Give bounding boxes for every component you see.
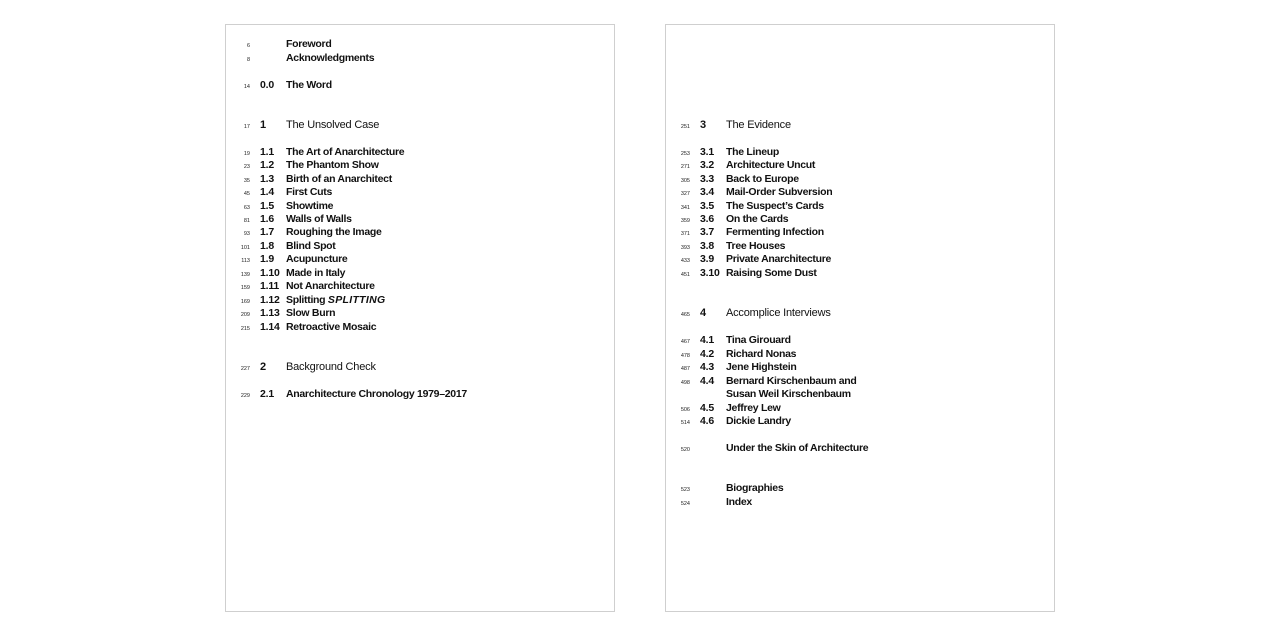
toc-chapter-number: 4.3 bbox=[700, 361, 714, 373]
toc-chapter-number: 1.4 bbox=[260, 186, 274, 198]
toc-chapter-number: 1.1 bbox=[260, 146, 274, 158]
toc-title bbox=[286, 52, 374, 65]
toc-entry-susan-weil-kirschenbaum bbox=[666, 388, 1054, 402]
toc-page-number: 227 bbox=[240, 366, 250, 372]
toc-title bbox=[286, 307, 335, 320]
toc-title-text: Acknowledgments bbox=[286, 52, 375, 64]
toc-title bbox=[726, 415, 791, 428]
toc-chapter-number: 1 bbox=[260, 119, 266, 131]
toc-page-number: 23 bbox=[243, 164, 250, 170]
toc-entry-tina-girouard bbox=[666, 334, 1054, 348]
toc-title-text: The Art of Anarchitecture bbox=[286, 146, 405, 158]
toc-title bbox=[726, 173, 799, 186]
toc-entry-slow-burn bbox=[226, 307, 614, 321]
toc-page-number: 433 bbox=[680, 258, 690, 264]
toc-title bbox=[726, 213, 788, 226]
toc-entry-retroactive-mosaic bbox=[226, 321, 614, 335]
toc-title bbox=[286, 38, 331, 51]
toc-entry-on-the-cards bbox=[666, 213, 1054, 227]
toc-chapter-number: 4.4 bbox=[700, 375, 714, 387]
toc-title bbox=[286, 321, 376, 334]
toc-title bbox=[726, 375, 857, 388]
toc-chapter-number: 1.6 bbox=[260, 213, 274, 225]
toc-title bbox=[286, 146, 404, 159]
toc-entry-made-in-italy bbox=[226, 267, 614, 281]
toc-chapter-number: 3.9 bbox=[700, 253, 714, 265]
toc-title bbox=[726, 388, 851, 401]
toc-page-number: 251 bbox=[680, 124, 690, 130]
toc-entry-not-anarchitecture bbox=[226, 280, 614, 294]
toc-chapter-number: 1.2 bbox=[260, 159, 274, 171]
toc-title bbox=[286, 173, 392, 186]
toc-chapter-number: 1.14 bbox=[260, 321, 280, 333]
toc-title-text: Raising Some Dust bbox=[726, 267, 817, 279]
toc-title bbox=[286, 280, 375, 293]
toc-title bbox=[726, 240, 785, 253]
toc-title-text: Back to Europe bbox=[726, 173, 799, 185]
toc-page-number: 359 bbox=[680, 218, 690, 224]
toc-chapter-number: 3.10 bbox=[700, 267, 720, 279]
toc-title bbox=[286, 240, 336, 253]
toc-chapter-number: 1.3 bbox=[260, 173, 274, 185]
toc-entry-tree-houses bbox=[666, 240, 1054, 254]
toc-title bbox=[286, 79, 332, 92]
toc-entry-the-art-of-anarchitecture bbox=[226, 146, 614, 160]
toc-chapter-number: 4.6 bbox=[700, 415, 714, 427]
toc-entry-raising-some-dust bbox=[666, 267, 1054, 281]
toc-page-number: 169 bbox=[240, 299, 250, 305]
toc-entry-jeffrey-lew bbox=[666, 402, 1054, 416]
toc-title bbox=[286, 200, 333, 213]
toc-title-text: Not Anarchitecture bbox=[286, 280, 375, 292]
toc-title-text: The Phantom Show bbox=[286, 159, 379, 171]
toc-chapter-number: 3.6 bbox=[700, 213, 714, 225]
toc-entry-the-suspect-s-cards bbox=[666, 200, 1054, 214]
toc-entry-the-lineup bbox=[666, 146, 1054, 160]
toc-title-text: Roughing the Image bbox=[286, 226, 382, 238]
toc-title-text: Fermenting Infection bbox=[726, 226, 824, 238]
toc-title-text: Jeffrey Lew bbox=[726, 402, 781, 414]
toc-title-text: Richard Nonas bbox=[726, 348, 797, 360]
toc-entry-dickie-landry bbox=[666, 415, 1054, 429]
toc-entry-background-check bbox=[226, 361, 614, 375]
toc-page-number: 17 bbox=[243, 124, 250, 130]
toc-title-text: First Cuts bbox=[286, 186, 333, 198]
toc-title-text: Index bbox=[726, 496, 752, 508]
toc-chapter-number: 1.12 bbox=[260, 294, 280, 306]
toc-title bbox=[726, 402, 780, 415]
toc-title-text: Bernard Kirschenbaum and bbox=[726, 375, 857, 387]
toc-chapter-number: 3.1 bbox=[700, 146, 714, 158]
toc-title-text: Under the Skin of Architecture bbox=[726, 442, 869, 454]
toc-title bbox=[286, 267, 345, 280]
toc-entry-under-the-skin-of-architecture bbox=[666, 442, 1054, 456]
toc-chapter-number: 4.2 bbox=[700, 348, 714, 360]
toc-title-text: Made in Italy bbox=[286, 267, 346, 279]
toc-page-number: 523 bbox=[680, 487, 690, 493]
toc-title bbox=[726, 496, 752, 509]
toc-chapter-number: 4.1 bbox=[700, 334, 714, 346]
toc-title bbox=[286, 226, 382, 239]
toc-entry-back-to-europe bbox=[666, 173, 1054, 187]
toc-entry-private-anarchitecture bbox=[666, 253, 1054, 267]
toc-page-number: 6 bbox=[246, 43, 250, 49]
toc-page-number: 506 bbox=[680, 407, 690, 413]
toc-title bbox=[726, 348, 796, 361]
toc-title bbox=[726, 146, 779, 159]
toc-title-text: Walls of Walls bbox=[286, 213, 352, 225]
toc-page-number: 229 bbox=[240, 393, 250, 399]
toc-page-number: 520 bbox=[680, 447, 690, 453]
toc-title-text: Tina Girouard bbox=[726, 334, 791, 346]
toc-title bbox=[726, 159, 815, 172]
toc-entry-architecture-uncut bbox=[666, 159, 1054, 173]
toc-chapter-number: 3 bbox=[700, 119, 706, 131]
toc-page-number: 19 bbox=[243, 151, 250, 157]
toc-page-number: 498 bbox=[680, 380, 690, 386]
toc-title-text: Mail-Order Subversion bbox=[726, 186, 833, 198]
toc-title-text: The Evidence bbox=[726, 119, 791, 131]
toc-title-text: Biographies bbox=[726, 482, 784, 494]
toc-title-text: The Unsolved Case bbox=[286, 119, 380, 131]
toc-page-number: 81 bbox=[243, 218, 250, 224]
toc-chapter-number: 3.8 bbox=[700, 240, 714, 252]
toc-chapter-number: 1.7 bbox=[260, 226, 274, 238]
toc-entry-the-evidence bbox=[666, 119, 1054, 133]
toc-page-number: 93 bbox=[243, 231, 250, 237]
toc-entry-acupuncture bbox=[226, 253, 614, 267]
toc-title bbox=[286, 119, 379, 132]
toc-entry-anarchitecture-chronology-1979-2017 bbox=[226, 388, 614, 402]
toc-entry-the-phantom-show bbox=[226, 159, 614, 173]
toc-entry-the-unsolved-case bbox=[226, 119, 614, 133]
toc-entry-acknowledgments bbox=[226, 52, 614, 66]
toc-page-number: 371 bbox=[680, 231, 690, 237]
toc-title bbox=[726, 119, 791, 132]
toc-title bbox=[286, 361, 376, 374]
toc-title bbox=[726, 334, 791, 347]
toc-left-page bbox=[225, 24, 615, 612]
toc-title bbox=[726, 253, 831, 266]
toc-page-number: 215 bbox=[240, 326, 250, 332]
toc-page-number: 465 bbox=[680, 312, 690, 318]
toc-title bbox=[286, 253, 347, 266]
toc-entry-richard-nonas bbox=[666, 348, 1054, 362]
toc-page-number: 305 bbox=[680, 178, 690, 184]
toc-right-page bbox=[665, 24, 1055, 612]
toc-title bbox=[286, 159, 379, 172]
toc-title-text: Showtime bbox=[286, 200, 334, 212]
toc-entry-bernard-kirschenbaum-and bbox=[666, 375, 1054, 389]
toc-title bbox=[726, 482, 783, 495]
toc-title bbox=[726, 307, 831, 320]
toc-chapter-number: 4.5 bbox=[700, 402, 714, 414]
toc-title-text: Background Check bbox=[286, 361, 376, 373]
toc-chapter-number: 2 bbox=[260, 361, 266, 373]
toc-title-text: The Word bbox=[286, 79, 332, 91]
toc-title bbox=[286, 186, 332, 199]
toc-page-number: 63 bbox=[243, 205, 250, 211]
toc-chapter-number: 1.11 bbox=[260, 280, 280, 292]
toc-chapter-number: 0.0 bbox=[260, 79, 274, 91]
toc-entry-fermenting-infection bbox=[666, 226, 1054, 240]
toc-page-number: 35 bbox=[243, 178, 250, 184]
toc-title bbox=[286, 213, 352, 226]
toc-title-text: Acupuncture bbox=[286, 253, 348, 265]
toc-page-number: 327 bbox=[680, 191, 690, 197]
toc-entry-foreword bbox=[226, 38, 614, 52]
toc-title bbox=[726, 186, 832, 199]
toc-title bbox=[286, 294, 385, 307]
toc-entry-showtime bbox=[226, 200, 614, 214]
toc-chapter-number: 1.9 bbox=[260, 253, 274, 265]
toc-page-number: 514 bbox=[680, 420, 690, 426]
toc-title bbox=[726, 226, 824, 239]
toc-title-text: The Suspect’s Cards bbox=[726, 200, 824, 212]
toc-page-number: 451 bbox=[680, 272, 690, 278]
toc-chapter-number: 3.5 bbox=[700, 200, 714, 212]
toc-title-text: Architecture Uncut bbox=[726, 159, 816, 171]
toc-title-italic: SPLITTING bbox=[327, 294, 386, 306]
toc-page-number: 159 bbox=[240, 285, 250, 291]
toc-entry-biographies bbox=[666, 482, 1054, 496]
toc-title-text: Susan Weil Kirschenbaum bbox=[726, 388, 851, 400]
toc-title-text: Jene Highstein bbox=[726, 361, 797, 373]
toc-entry-the-word bbox=[226, 79, 614, 93]
toc-page-number: 139 bbox=[240, 272, 250, 278]
toc-title-text: Accomplice Interviews bbox=[726, 307, 831, 319]
toc-page-number: 478 bbox=[680, 353, 690, 359]
toc-entry-splitting bbox=[226, 294, 614, 308]
toc-entry-first-cuts bbox=[226, 186, 614, 200]
toc-entry-mail-order-subversion bbox=[666, 186, 1054, 200]
toc-chapter-number: 3.2 bbox=[700, 159, 714, 171]
toc-page-number: 113 bbox=[241, 258, 250, 264]
toc-entry-accomplice-interviews bbox=[666, 307, 1054, 321]
toc-page-number: 209 bbox=[240, 312, 250, 318]
toc-page-number: 45 bbox=[243, 191, 250, 197]
toc-chapter-number: 1.5 bbox=[260, 200, 274, 212]
toc-entry-birth-of-an-anarchitect bbox=[226, 173, 614, 187]
toc-entry-roughing-the-image bbox=[226, 226, 614, 240]
toc-entry-blind-spot bbox=[226, 240, 614, 254]
toc-title-text: Birth of an Anarchitect bbox=[286, 173, 392, 185]
toc-title-text: Blind Spot bbox=[286, 240, 336, 252]
toc-page-number: 253 bbox=[680, 151, 690, 157]
toc-title-text: Dickie Landry bbox=[726, 415, 791, 427]
toc-title-text: On the Cards bbox=[726, 213, 789, 225]
toc-title-text: Private Anarchitecture bbox=[726, 253, 832, 265]
toc-page-number: 341 bbox=[680, 205, 690, 211]
toc-chapter-number: 1.8 bbox=[260, 240, 274, 252]
toc-entry-index bbox=[666, 496, 1054, 510]
toc-chapter-number: 3.3 bbox=[700, 173, 714, 185]
toc-title-text: Retroactive Mosaic bbox=[286, 321, 377, 333]
toc-chapter-number: 4 bbox=[700, 307, 706, 319]
toc-page-number: 271 bbox=[680, 164, 690, 170]
toc-page-number: 524 bbox=[680, 501, 690, 507]
toc-chapter-number: 2.1 bbox=[260, 388, 274, 400]
toc-title bbox=[726, 361, 797, 374]
toc-chapter-number: 1.10 bbox=[260, 267, 280, 279]
toc-entry-jene-highstein bbox=[666, 361, 1054, 375]
toc-chapter-number: 3.7 bbox=[700, 226, 714, 238]
toc-title-text: Tree Houses bbox=[726, 240, 786, 252]
toc-title-text: Anarchitecture Chronology 1979–2017 bbox=[286, 388, 467, 400]
toc-entry-walls-of-walls bbox=[226, 213, 614, 227]
toc-title-text: Foreword bbox=[286, 38, 332, 50]
toc-title-text: The Lineup bbox=[726, 146, 779, 158]
toc-page-number: 487 bbox=[680, 366, 690, 372]
toc-page-number: 393 bbox=[680, 245, 690, 251]
toc-page-number: 8 bbox=[246, 57, 250, 63]
toc-page-number: 101 bbox=[240, 245, 250, 251]
toc-title bbox=[726, 442, 868, 455]
toc-page-number: 467 bbox=[680, 339, 690, 345]
toc-title-text: Splitting bbox=[286, 294, 326, 306]
toc-title bbox=[726, 267, 817, 280]
toc-chapter-number: 1.13 bbox=[260, 307, 280, 319]
toc-chapter-number: 3.4 bbox=[700, 186, 714, 198]
toc-page-number: 14 bbox=[243, 84, 250, 90]
toc-title bbox=[726, 200, 824, 213]
toc-title bbox=[286, 388, 467, 401]
toc-title-text: Slow Burn bbox=[286, 307, 336, 319]
